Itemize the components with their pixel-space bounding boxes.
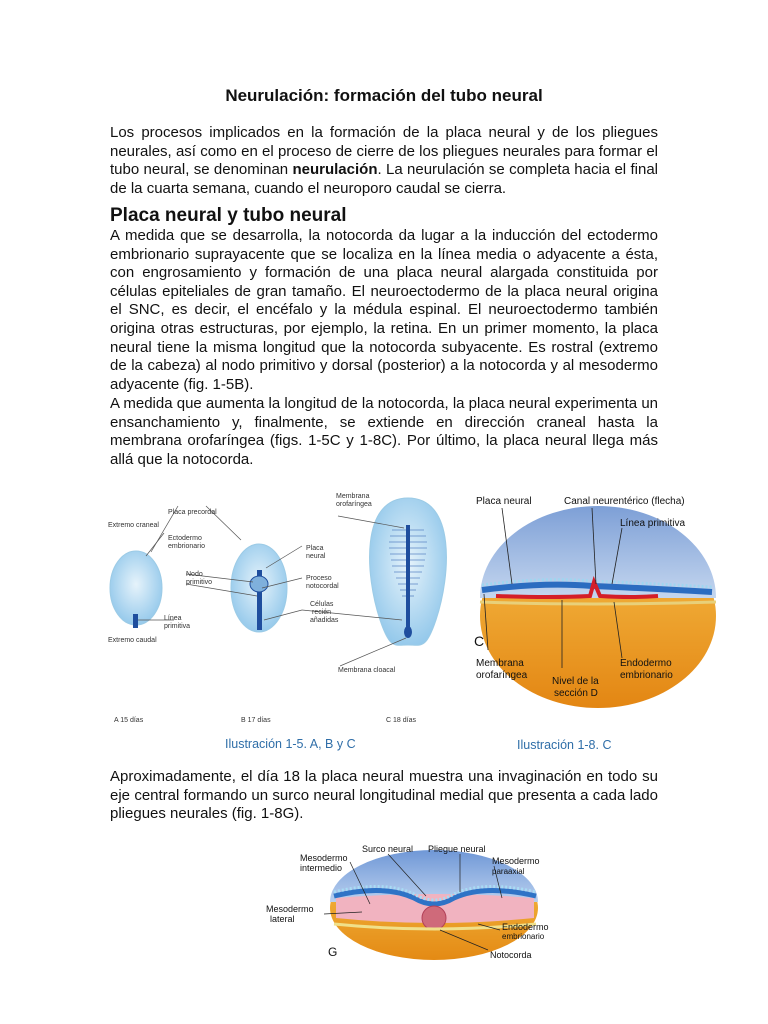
intro-text-2: . La neurulación se completa hacia el final de la cuarta semana, cuando el neuroporo caudal se cierra. [110, 161, 658, 197]
label-letter-c: C [474, 633, 485, 649]
label-linea-1: Línea [164, 615, 182, 622]
label-nivel-2: sección D [554, 688, 598, 699]
label-placa-neural-2: neural [306, 553, 326, 560]
intro-bold-term: neurulación [292, 161, 378, 179]
figure-1-5 [106, 480, 450, 730]
label-linea-primitiva: Línea primitiva [620, 518, 686, 529]
figure-1-8c-drawing [462, 480, 720, 726]
label-canal-neurenterico: Canal neurentérico (flecha) [564, 496, 685, 507]
paragraph-placa-neural: A medida que se desarrolla, la notocorda da lugar a la inducción del ectodermo embrionario suprayacente que se localiza en la línea media o adyacente a ésta, con engrosamiento y formación de una placa neural alargada constituida por células epiteliales de gran tamaño. El neuroectodermo de la placa neural origina el SNC, es decir, el encéfalo y la médula espinal. El neuroectodermo también origina otras estructuras, por ejemplo, la retina. En un primer momento, la placa neural tiene la misma longitud que la notocorda subyacente. Es rostral (extremo de la cabeza) al nodo primitivo y dorsal (posterior) a la notocorda y al mesodermo adyacente (fig. 1-5B). [110, 227, 658, 393]
section-heading: Placa neural y tubo neural [110, 205, 347, 226]
label-meso-intermedio-2: intermedio [300, 863, 343, 873]
label-membrana-1: Membrana [476, 658, 524, 669]
label-endodermo-1: Endodermo [620, 658, 672, 669]
label-pliegue-neural: Pliegue neural [428, 844, 486, 854]
label-celulas-2: recién [312, 609, 332, 616]
label-nodo-1: Nodo [186, 571, 203, 578]
label-membrana-2: orofaríngea [476, 670, 528, 681]
label-notocorda: Notocorda [490, 950, 532, 960]
intro-text-1: Los procesos implicados en la formación de la placa neural y de los pliegues neurales, así como en el proceso de cierre de los pliegues neurales para formar el tubo neural, se denominan [110, 124, 658, 179]
label-letter-g: G [328, 945, 338, 959]
embryo-a [110, 551, 162, 625]
label-celulas-1: Células [310, 601, 334, 608]
figure-1-8c [462, 480, 720, 726]
label-placa-neural: Placa neural [476, 496, 532, 507]
notochord-g [422, 906, 446, 930]
label-extremo-caudal: Extremo caudal [108, 637, 157, 644]
label-placa-precordal: Placa precordal [168, 509, 217, 516]
label-meso-intermedio-1: Mesodermo [300, 853, 348, 863]
label-nivel-1: Nivel de la [552, 676, 599, 687]
label-membrana-oro-2: orofaríngea [336, 501, 372, 508]
label-endodermo-2: embrionario [620, 670, 673, 681]
label-meso-paraaxial-2: paraaxial [492, 867, 525, 876]
label-placa-neural-1: Placa [306, 545, 324, 552]
intro-paragraph [110, 124, 658, 198]
paragraph-surco-neural: Aproximadamente, el día 18 la placa neural muestra una invaginación en todo su eje central formando un surco neural longitudinal medial que presenta a cada lado pliegues neurales (fig. 1-8G). [110, 768, 658, 823]
label-ectodermo-2: embrionario [168, 543, 205, 550]
label-extremo-craneal: Extremo craneal [108, 522, 159, 529]
node-b [250, 576, 268, 592]
label-membrana-cloacal: Membrana cloacal [338, 667, 396, 674]
label-proceso-2: notocordal [306, 583, 339, 590]
label-surco-neural: Surco neural [362, 844, 414, 854]
label-membrana-oro-1: Membrana [336, 493, 370, 500]
label-linea-2: primitiva [164, 623, 191, 630]
page-title: Neurulación: formación del tubo neural [225, 86, 543, 105]
paragraph-notocorda: A medida que aumenta la longitud de la notocorda, la placa neural experimenta un ensanchamiento y, finalmente, se extiende en dirección craneal hasta la membrana orofaríngea (figs. 1-5C y 1-8C). Por último, la placa neural llega más allá que la notocorda. [110, 395, 658, 468]
label-meso-lateral-2: lateral [270, 914, 295, 924]
notochord-c [406, 525, 410, 630]
primitive-line-a [133, 614, 138, 628]
node-c [404, 626, 412, 638]
label-celulas-3: añadidas [310, 617, 339, 624]
caption-figure-1-5: Ilustración 1-5. A, B y C [225, 737, 356, 751]
label-stage-c: C 18 días [386, 717, 416, 724]
figure-1-8g [264, 838, 550, 962]
label-meso-lateral-1: Mesodermo [266, 904, 314, 914]
label-endodermo-g-1: Endodermo [502, 922, 549, 932]
figure-1-8g-drawing [264, 838, 550, 962]
figure-1-5-drawing [106, 480, 450, 730]
label-nodo-2: primitivo [186, 579, 213, 586]
label-stage-a: A 15 días [114, 717, 144, 724]
label-endodermo-g-2: embrionario [502, 932, 545, 941]
label-meso-paraaxial-1: Mesodermo [492, 856, 540, 866]
label-proceso-1: Proceso [306, 575, 332, 582]
caption-figure-1-8c: Ilustración 1-8. C [517, 738, 612, 752]
label-stage-b: B 17 días [241, 717, 271, 724]
label-ectodermo-1: Ectodermo [168, 535, 202, 542]
